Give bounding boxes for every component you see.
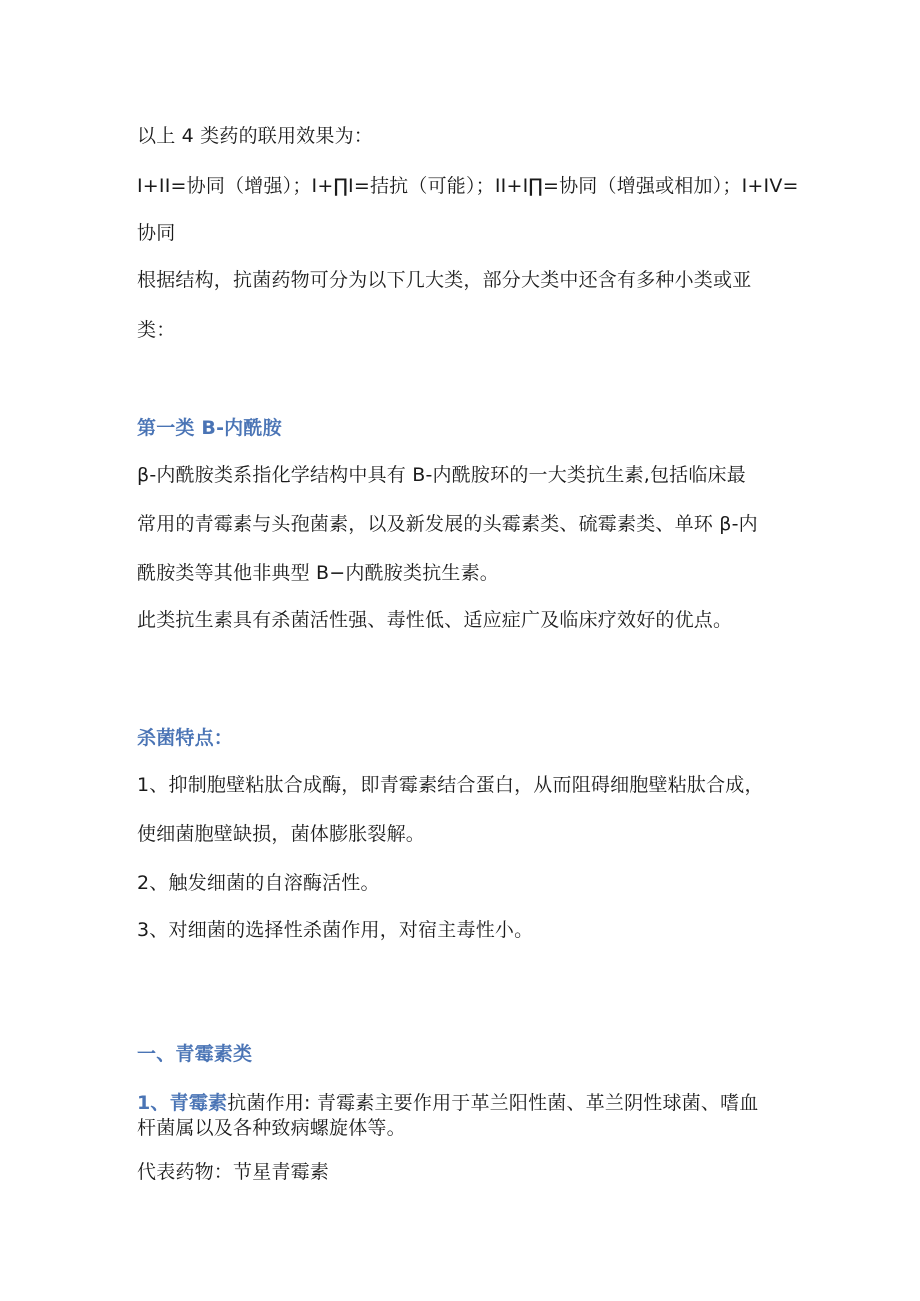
representative-drug: 代表药物：节星青霉素 xyxy=(137,1161,330,1183)
feature-item-2: 2、触发细菌的自溶酶活性。 xyxy=(137,872,380,894)
penicillin-line-2: 杆菌属以及各种致病螺旋体等。 xyxy=(137,1117,406,1139)
beta-line-1: β-内酰胺类系指化学结构中具有 B-内酰胺环的一大类抗生素,包括临床最 xyxy=(137,464,746,486)
beta-line-3: 酰胺类等其他非典型 B−内酰胺类抗生素。 xyxy=(137,562,499,584)
intro-line-1: 以上 4 类药的联用效果为： xyxy=(137,125,373,147)
section-heading-bactericidal-features: 杀菌特点： xyxy=(137,727,234,749)
intro-line-5: 类： xyxy=(137,319,176,341)
feature-item-3: 3、对细菌的选择性杀菌作用，对宿主毒性小。 xyxy=(137,919,534,941)
feature-item-1-line-1: 1、抑制胞壁粘肽合成酶，即青霉素结合蛋白，从而阻碍细胞壁粘肽合成， xyxy=(137,774,764,796)
penicillin-line-1 xyxy=(137,1091,797,1115)
intro-line-3: 协同 xyxy=(137,222,176,244)
beta-line-4: 此类抗生素具有杀菌活性强、毒性低、适应症广及临床疗效好的优点。 xyxy=(137,609,733,631)
beta-line-2: 常用的青霉素与头孢菌素，以及新发展的头霉素类、硫霉素类、单环 β-内 xyxy=(137,513,758,535)
penicillin-sub-label: 1、青霉素 xyxy=(137,1092,228,1114)
feature-item-1-line-2: 使细菌胞壁缺损，菌体膨胀裂解。 xyxy=(137,823,426,845)
intro-line-4: 根据结构，抗菌药物可分为以下几大类，部分大类中还含有多种小类或亚 xyxy=(137,269,752,291)
section-heading-beta-lactam: 第一类 B-内酰胺 xyxy=(137,417,282,439)
section-heading-penicillins: 一、青霉素类 xyxy=(137,1043,253,1065)
penicillin-line-1-rest: 抗菌作用: 青霉素主要作用于革兰阳性菌、革兰阴性球菌、嗜血 xyxy=(227,1092,759,1114)
intro-line-2: I+II=协同（增强）；I+∏I=拮抗（可能）；II+I∏=协同（增强或相加）；I+IV= xyxy=(137,175,799,197)
